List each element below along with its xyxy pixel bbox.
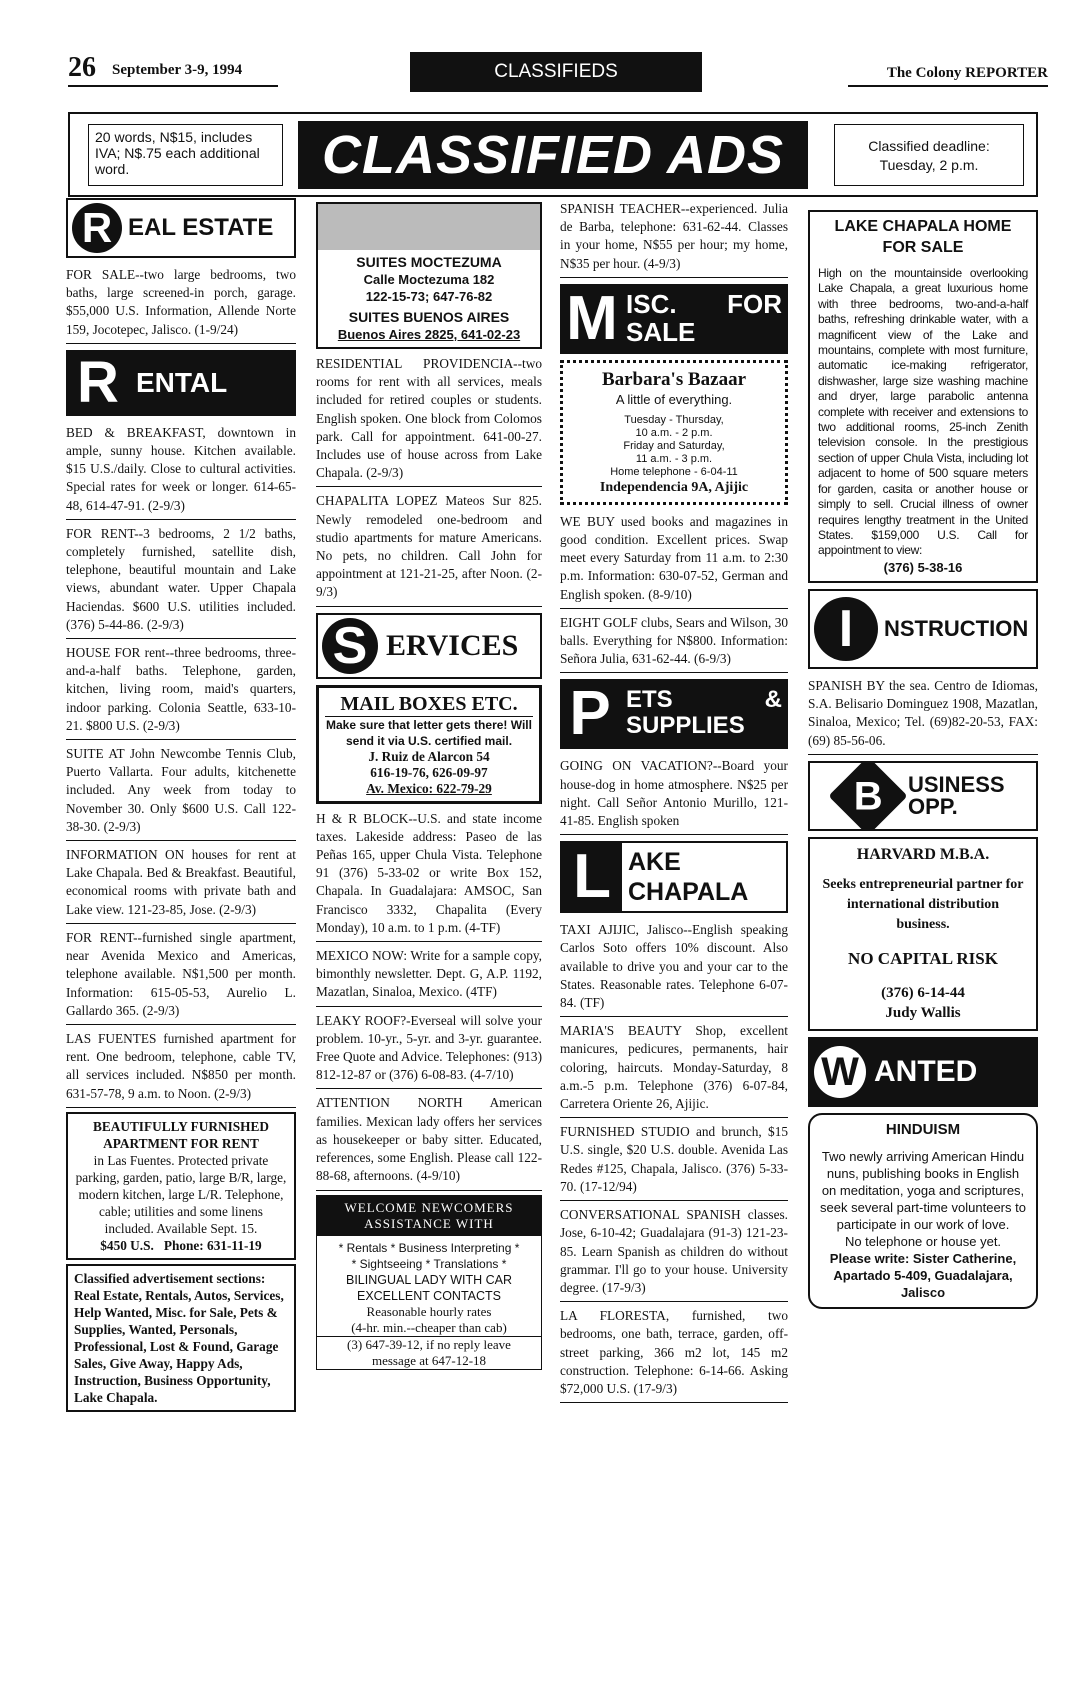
rental-header — [66, 350, 296, 416]
real-estate-letter: R — [72, 203, 122, 253]
suites-l1: SUITES MOCTEZUMA — [356, 254, 502, 270]
welcome-l5: Reasonable hourly rates — [366, 1303, 492, 1319]
harvard-body: Seeks entrepreneurial partner for international distribution business. — [822, 876, 1024, 932]
list-item: H & R BLOCK--U.S. and state income taxes. Lakeside address: Paseo de las Peñas 165, upper Chula Vista. Telephone 91 (376) 5-33-02 or write Box 152, Chapala. In Guadalajara: AMSOC, San Francisco 3332, Chapalita (Every Monday), 10 a.m. to 1 p.m. (4-TF) — [316, 808, 542, 942]
welcome-l4: EXCELLENT CONTACTS — [356, 1288, 501, 1303]
welcome-l7: (3) 647-39-12, if no reply leave message at 647-12-18 — [347, 1336, 511, 1368]
list-item: SPANISH TEACHER--experienced. Julia de Barba, telephone: 631-62-44. Classes in your home, N$55 per hour; my home, N$35 per hour. (4-9/3) — [560, 198, 788, 278]
suites-l5: Buenos Aires 2825, 641-02-23 — [337, 327, 521, 342]
lake-word: AKE CHAPALA — [628, 848, 749, 907]
furnished-price: $450 U.S. — [100, 1237, 154, 1253]
page-number: 26 — [68, 52, 96, 83]
real-estate-header — [66, 198, 296, 258]
deadline-label: Classified deadline: — [868, 138, 990, 154]
harvard-cap: NO CAPITAL RISK — [848, 948, 998, 968]
instruction-letter: I — [814, 597, 878, 661]
header-rule-left — [68, 85, 278, 87]
list-item: HOUSE FOR rent--three bedrooms, three-and-a-half baths. Telephone, garden, kitchen, living room, maid's quarters, indoor parking. Colonia Seattle, 633-10-21. $800 U.S. (2-9/3) — [66, 642, 296, 740]
harvard-title: HARVARD M.B.A. — [856, 845, 990, 863]
lake-letter: L — [562, 841, 622, 913]
list-item: CONVERSATIONAL SPANISH classes. Jose, 6-10-42; Guadalajara (91-3) 121-23-85. Learn Spanish as children do without grammar. I'll go to your house. University degree. (17-9/3) — [560, 1204, 788, 1302]
list-item: CHAPALITA LOPEZ Mateos Sur 825. Newly remodeled one-bedroom and studio apartments for mature Americans. No pets, no children. Call John for appointment at 121-21-25, after Noon. (2-9/3) — [316, 490, 542, 606]
mailbox-l4: Av. Mexico: 622-79-29 — [366, 780, 492, 796]
list-item: GOING ON VACATION?--Board your house-dog in home atmosphere. N$25 per night. Call Señor Antonio Murillo, 121-41-85. English spoken — [560, 755, 788, 835]
pets-word: ETS & SUPPLIES — [620, 679, 788, 749]
list-item: ATTENTION NORTH American families. Mexican lady offers her services as housekeeper or baby sitter. Educated, references, some English. Please call 122-88-68, afternoons. (4-9/10) — [316, 1092, 542, 1190]
furnished-title: BEAUTIFULLY FURNISHED APARTMENT FOR RENT — [93, 1118, 269, 1151]
section-title: CLASSIFIEDS — [410, 52, 702, 92]
list-item: INFORMATION ON houses for rent at Lake Chapala. Bed & Breakfast. Beautiful, economical rooms with private bath and Lake view. 121-23-85, Jose. (2-9/3) — [66, 844, 296, 924]
list-item: SUITE AT John Newcombe Tennis Club, Puerto Vallarta. Four adults, kitchenette included. Any week from today to November 30. Only $600 U.S. Call 122-38-30. (2-9/3) — [66, 743, 296, 841]
issue-date: September 3-9, 1994 — [112, 62, 243, 78]
welcome-l3: BILINGUAL LADY WITH CAR — [345, 1272, 512, 1287]
rental-word: ENTAL — [128, 350, 294, 416]
lake-header — [560, 841, 788, 913]
suites-l2: Calle Moctezuma 182 — [363, 272, 495, 287]
classified-banner — [68, 112, 1038, 197]
misc-word: ISC. FOR SALE — [622, 284, 786, 354]
welcome-l2: * Sightseeing * Translations * — [351, 1256, 507, 1271]
lake-home-body: High on the mountainside overlooking Lake Chapala, a great luxurious home with three bedrooms, two-and-a-half baths, refreshing drinkable water, with a magnificent view of the Lake and mountains, complete with most furniture, automatic ice-making refrigerator, dishwasher, large size washing machine and dryer, large parabolic antenna complete with receiver and extensions to two additional rooms, 25-inch Zenith television console. In the prestigious section of upper Chula Vista, including lot adjacent to home of 500 square meters for garden, casita or another house or simply to sell. Crucial illness of owner requires lengthy treatment in the United States. $159,000 U.S. Call for appointment to view: — [818, 266, 1028, 558]
list-item: FOR RENT--3 bedrooms, 2 1/2 baths, completely furnished, satellite dish, telephone, beautiful mountain and Lake views, abundant water. Upper Chapala Haciendas. $600 U.S. utilities included. (376) 5-44-86. (2-9/3) — [66, 523, 296, 639]
column-1 — [66, 198, 296, 1416]
business-header — [808, 761, 1038, 831]
furnished-apartment-box — [66, 1112, 296, 1260]
sections-lead: Classified advertisement sections: — [74, 1270, 266, 1286]
list-item: SPANISH BY the sea. Centro de Idiomas, S.A. Belisario Dominguez 1908, Mazatlan, Sinaloa, Mexico; Tel. (69)82-20-53, FAX: (69) 85-56-06. — [808, 675, 1038, 755]
bazaar-h2: 10 a.m. - 2 p.m. — [635, 426, 713, 439]
sections-box — [66, 1264, 296, 1412]
welcome-l1: * Rentals * Business Interpreting * — [338, 1240, 520, 1255]
business-letter-diamond — [828, 761, 907, 831]
misc-letter: M — [562, 284, 622, 354]
list-item: TAXI AJIJIC, Jalisco--English speaking Carlos Soto offers 10% discount. Also available to drive you and your car to the States. Reasonable rates. Telephone 6-07-84. (TF) — [560, 919, 788, 1017]
list-item: FOR RENT--furnished single apartment, near Avenida Mexico and Americas, telephone available. N$1,500 per month. Information: 615-05-53, Aurelio L. Gallardo 365. (2-9/3) — [66, 927, 296, 1025]
harvard-phone: (376) 6-14-44 — [881, 984, 965, 1001]
harvard-name: Judy Wallis — [885, 1004, 961, 1021]
lake-home-title: LAKE CHAPALA HOME FOR SALE — [834, 218, 1012, 256]
header-rule-right — [848, 85, 1048, 87]
pets-letter: P — [560, 679, 620, 749]
list-item: MEXICO NOW: Write for a sample copy, bimonthly newsletter. Dept. G, A.P. 1192, Mazatlan, Sinaloa, Mexico. (4TF) — [316, 945, 542, 1007]
paper-name: The Colony REPORTER — [886, 65, 1048, 81]
sections-list: Real Estate, Rentals, Autos, Services, Help Wanted, Misc. for Sale, Pets & Supplies, Wanted, Personals, Professional, Lost & Found, Garage Sales, Give Away, Happy Ads, Instruction, Business Opportunity, Lake Chapala. — [74, 1287, 284, 1405]
business-word: USINESS OPP. — [908, 771, 1005, 819]
list-item: FOR SALE--two large bedrooms, two baths, large screened-in porch, garage. $55,000 U.S. Information, Allende Norte 159, Jocotepec, Jalisco. (1-9/24) — [66, 264, 296, 344]
rental-letter: R — [68, 350, 128, 416]
bazaar-address: Independencia 9A, Ajijic — [599, 479, 749, 495]
suites-l4: SUITES BUENOS AIRES — [348, 309, 510, 325]
list-item: LEAKY ROOF?-Everseal will solve your problem. 10-yr., 5-yr. and 3-yr. guarantee. Free Quote and Advice. Telephones: (913) 812-12-87 or (376) 6-08-83. (4-7/10) — [316, 1010, 542, 1090]
mailbox-title: MAIL BOXES ETC. — [325, 692, 533, 717]
lake-home-phone: (376) 5-38-16 — [883, 559, 963, 575]
bazaar-phone: Home telephone - 6-04-11 — [610, 465, 738, 478]
column-4 — [808, 198, 1038, 1309]
furnished-phone: Phone: 631-11-19 — [163, 1237, 262, 1253]
hinduism-title: HINDUISM — [885, 1120, 961, 1138]
bazaar-h3: Friday and Saturday, — [623, 439, 725, 452]
wanted-letter: W — [814, 1046, 866, 1098]
list-item: LA FLORESTA, furnished, two bedrooms, one bath, terrace, garden, off-street parking, 366 m2 lot, 145 m2 construction. Telephone: 6-14-66. Asking $72,000 U.S. (17-9/3) — [560, 1305, 788, 1403]
price-note: 20 words, N$15, includes IVA; N$.75 each additional word. — [88, 124, 283, 186]
deadline-value: Tuesday, 2 p.m. — [879, 157, 979, 173]
bazaar-box — [560, 360, 788, 505]
wanted-word: ANTED — [874, 1054, 978, 1088]
furnished-body: in Las Fuentes. Protected private parking, garden, patio, large B/R, large, modern kitchen, large L/R. Telephone, cable; utilities and some linens included. Available Sept. 15. — [75, 1152, 287, 1236]
real-estate-word: EAL ESTATE — [128, 214, 274, 241]
page-header — [68, 52, 1048, 94]
list-item: EIGHT GOLF clubs, Sears and Wilson, 30 balls. Everything for N$800. Information: Señora Julia, 631-62-44. (6-9/3) — [560, 612, 788, 674]
hinduism-contact: Please write: Sister Catherine, Apartado 5-409, Guadalajara, Jalisco — [829, 1250, 1017, 1300]
misc-header — [560, 284, 788, 354]
bazaar-h4: 11 a.m. - 3 p.m. — [635, 452, 713, 465]
bazaar-h1: Tuesday - Thursday, — [624, 413, 724, 426]
hinduism-note: No telephone or house yet. — [844, 1233, 1002, 1249]
list-item: MARIA'S BEAUTY Shop, excellent manicures, pedicures, permanents, hair coloring, haircuts. Monday-Saturday, 8 a.m.-5 p.m. Telephone (376) 6-07-84, Carretera Oriente 26, Ajijic. — [560, 1020, 788, 1118]
harvard-box — [808, 837, 1038, 1031]
list-item: BED & BREAKFAST, downtown in ample, sunny house. Kitchen available. $15 U.S./daily. Close to cultural activities. Special rates for week or longer. 614-65-48, 614-47-91. (2-9/3) — [66, 422, 296, 520]
bazaar-tag: A little of everything. — [615, 391, 733, 407]
business-letter: B — [853, 773, 883, 818]
list-item: RESIDENTIAL PROVIDENCIA--two rooms for rent with all services, meals included for retired couples or students. English spoken. One block from Colomos park. Call for appointment. 641-00-27. Includes use of house across from Lake Chapala. (2-9/3) — [316, 353, 542, 487]
column-2 — [316, 198, 542, 1370]
list-item: FURNISHED STUDIO and brunch, $15 U.S. single, $20 U.S. double. Avenida Las Redes #125, Chapala, Jalisco. (376) 5-33-70. (17-12/94) — [560, 1121, 788, 1201]
services-letter: S — [322, 618, 378, 674]
instruction-word: NSTRUCTION — [884, 615, 1029, 641]
list-item: LAS FUENTES furnished apartment for rent. One bedroom, telephone, cable TV, all services included. N$850 per month. 631-57-78, 9 a.m. to Noon. (2-9/3) — [66, 1028, 296, 1108]
pets-header — [560, 679, 788, 749]
services-header — [316, 613, 542, 679]
hinduism-box — [808, 1113, 1038, 1309]
deadline-box — [834, 124, 1024, 186]
wanted-header — [808, 1037, 1038, 1107]
mailbox-l1: Make sure that letter gets there! Will send it via U.S. certified mail. — [326, 717, 532, 748]
services-word: ERVICES — [386, 628, 519, 662]
list-item: WE BUY used books and magazines in good condition. Excellent prices. Swap meet every Saturday from 11 a.m. to 2:30 p.m. Information: 630-07-52, German and English spoken. (8-9/10) — [560, 511, 788, 609]
banner-title: CLASSIFIED ADS — [298, 121, 808, 189]
instruction-header — [808, 589, 1038, 669]
mailbox-l3: 616-19-76, 626-09-97 — [370, 764, 488, 780]
suites-l3: 122-15-73; 647-76-82 — [365, 289, 493, 304]
mailbox-box — [316, 685, 542, 804]
welcome-box — [316, 1195, 542, 1370]
welcome-head: WELCOME NEWCOMERS ASSISTANCE WITH — [317, 1196, 541, 1236]
bazaar-name: Barbara's Bazaar — [601, 368, 747, 390]
welcome-l6: (4-hr. min.--cheaper than cab) — [317, 1320, 541, 1337]
mailbox-l2: J. Ruiz de Alarcon 54 — [368, 748, 490, 764]
column-3 — [560, 198, 788, 1403]
hinduism-body: Two newly arriving American Hindu nuns, publishing books in English on meditation, yoga and scriptures, seek several part-time volunteers to participate in our work of love. — [820, 1148, 1026, 1232]
lake-home-box — [808, 210, 1038, 583]
suites-box — [316, 202, 542, 349]
